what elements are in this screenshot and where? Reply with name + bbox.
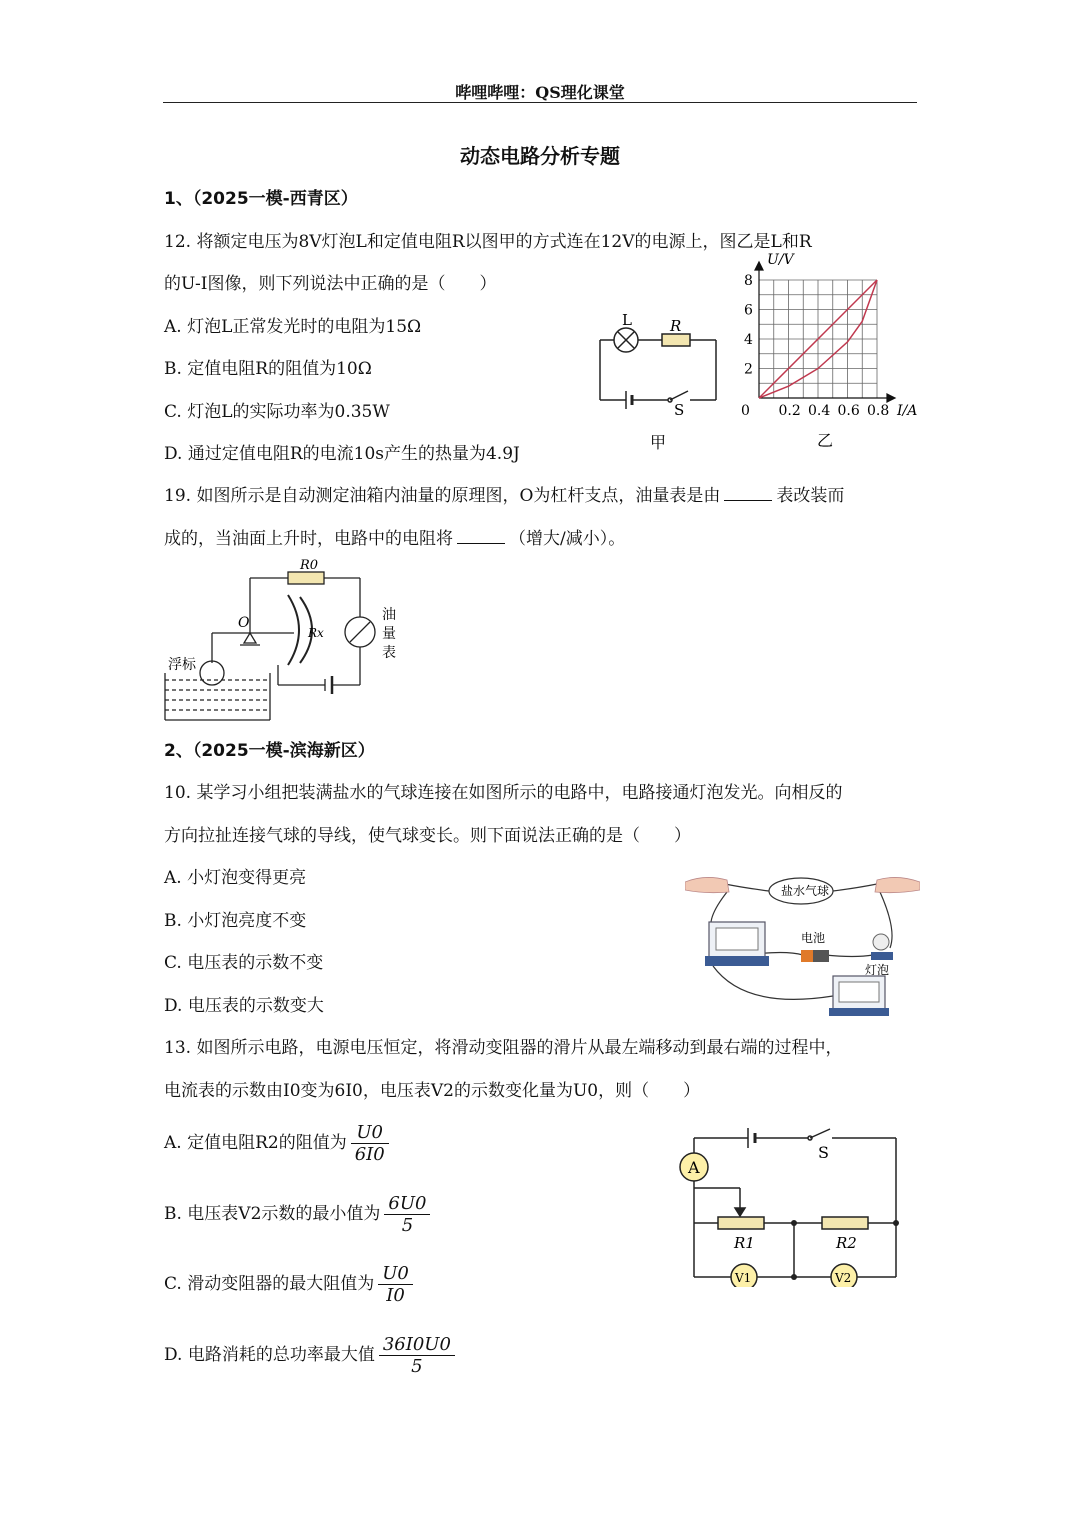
q13-option-b-num: 6U0	[384, 1193, 430, 1215]
q13-option-a-den: 6I0	[354, 1144, 385, 1165]
balloon-circuit-figure	[685, 870, 920, 1020]
q13-option-a-num: U0	[351, 1122, 389, 1144]
oil-fig-meter-1: 油	[382, 607, 396, 623]
page-title: 动态电路分析专题	[460, 144, 620, 168]
q13-option-d	[164, 1334, 455, 1377]
q10-option-d: D. 电压表的示数变大	[164, 996, 324, 1016]
q12-option-c: C. 灯泡L的实际功率为0.35W	[164, 402, 390, 422]
q12-line1: 12. 将额定电压为8V灯泡L和定值电阻R以图甲的方式连在12V的电源上，图乙是L和R	[164, 232, 812, 252]
chart-y-label: U/V	[767, 252, 794, 268]
q13-circuit-figure	[678, 1122, 910, 1287]
chart-x-arrow	[887, 394, 895, 402]
chart-x-tick: 0.4	[808, 403, 831, 419]
q13-option-b	[164, 1193, 430, 1236]
chart-y-arrow	[755, 262, 763, 270]
fig-jia-caption: 甲	[650, 433, 667, 452]
oil-fig-pivot-label: O	[238, 615, 250, 631]
chart-x-tick: 0.2	[778, 403, 801, 419]
q10-option-b: B. 小灯泡亮度不变	[164, 911, 307, 931]
q12-option-a: A. 灯泡L正常发光时的电阻为15Ω	[164, 317, 422, 337]
q13-option-c-text: C. 滑动变阻器的最大阻值为	[164, 1274, 375, 1294]
q12-option-b: B. 定值电阻R的阻值为10Ω	[164, 359, 372, 379]
q13-option-a	[164, 1122, 389, 1165]
oil-fig-rx-label: Rx	[308, 626, 324, 640]
q10-option-a: A. 小灯泡变得更亮	[164, 868, 307, 888]
oil-fig-meter-2: 量	[382, 626, 396, 642]
chart-y-tick: 4	[744, 332, 753, 348]
q13-option-b-fraction	[384, 1193, 430, 1236]
q13-option-c-fraction	[378, 1263, 413, 1306]
q13-fig-switch: S	[818, 1143, 829, 1162]
chart-x-tick: 0.8	[867, 403, 890, 419]
q13-option-a-text: A. 定值电阻R2的阻值为	[164, 1133, 347, 1153]
q13-line2: 电流表的示数由I0变为6I0，电压表V2的示数变化量为U0，则（ ）	[164, 1081, 701, 1101]
q19-line2	[164, 524, 625, 549]
balloon-label: 盐水气球	[781, 884, 830, 898]
q10-line1: 10. 某学习小组把装满盐水的气球连接在如图所示的电路中，电路接通灯泡发光。向相反的	[164, 783, 843, 803]
q19-line2-a: 成的，当油面上升时，电路中的电阻将	[164, 529, 453, 549]
q13-fig-r1: R1	[734, 1234, 755, 1252]
q12-line2: 的U-I图像，则下列说法中正确的是（ ）	[164, 274, 497, 294]
q13-option-b-text: B. 电压表V2示数的最小值为	[164, 1204, 381, 1224]
u-i-chart	[735, 250, 925, 455]
q13-fig-v1: V1	[735, 1271, 752, 1285]
chart-caption: 乙	[817, 431, 834, 450]
q13-fig-ammeter: A	[688, 1158, 700, 1177]
chart-x-tick: 0.6	[837, 403, 860, 419]
chart-x-tick: 0	[741, 403, 750, 419]
header-rule	[163, 102, 917, 103]
fig-jia-switch-label: S	[674, 401, 685, 419]
q10-line2: 方向拉扯连接气球的导线，使气球变长。则下面说法正确的是（ ）	[164, 826, 691, 846]
q13-option-d-den: 5	[411, 1356, 423, 1377]
battery-label: 电池	[801, 931, 826, 945]
q13-option-b-den: 5	[401, 1215, 414, 1236]
q13-fig-r2: R2	[836, 1234, 857, 1252]
oil-fig-float-label: 浮标	[168, 657, 196, 673]
q13-option-c-den: I0	[386, 1285, 405, 1306]
oil-fig-r0-label: R0	[300, 558, 319, 573]
q13-option-c	[164, 1263, 413, 1306]
oil-gauge-figure	[160, 555, 410, 725]
chart-x-label: I/A	[897, 403, 918, 419]
chart-y-tick: 6	[744, 302, 753, 319]
chart-y-tick: 2	[744, 361, 753, 378]
fig-jia-lamp-label: L	[622, 311, 632, 329]
q13-option-c-num: U0	[378, 1263, 413, 1285]
section-2-label: 2、（2025一模-滨海新区）	[164, 741, 375, 761]
page-header: 哔哩哔哩：QS理化课堂	[455, 83, 625, 102]
q19-blank-1[interactable]	[724, 486, 772, 501]
section-1-label: 1、（2025一模-西青区）	[164, 189, 358, 209]
q12-option-d: D. 通过定值电阻R的电流10s产生的热量为4.9J	[164, 444, 520, 464]
oil-fig-meter-3: 表	[382, 645, 396, 661]
q19-line1-a: 19. 如图所示是自动测定油箱内油量的原理图，O为杠杆支点，油量表是由	[164, 486, 721, 506]
fig-jia-resistor-label: R	[670, 317, 682, 335]
q19-line1	[164, 481, 844, 506]
q13-fig-v2: V2	[835, 1271, 852, 1285]
q13-option-d-fraction	[379, 1334, 455, 1377]
q10-option-c: C. 电压表的示数不变	[164, 953, 324, 973]
q13-option-d-num: 36I0U0	[379, 1334, 455, 1356]
q19-blank-2[interactable]	[457, 529, 505, 544]
q19-line1-b: 表改装而	[776, 486, 845, 506]
q13-option-a-fraction	[351, 1122, 389, 1165]
q13-line1: 13. 如图所示电路，电源电压恒定，将滑动变阻器的滑片从最左端移动到最右端的过程中，	[164, 1038, 843, 1058]
bulb-label: 灯泡	[865, 963, 890, 977]
figure-jia-circuit	[590, 305, 730, 455]
q13-option-d-text: D. 电路消耗的总功率最大值	[164, 1345, 375, 1365]
q19-line2-b: （增大/减小）。	[509, 529, 626, 549]
chart-y-tick: 8	[744, 273, 753, 289]
